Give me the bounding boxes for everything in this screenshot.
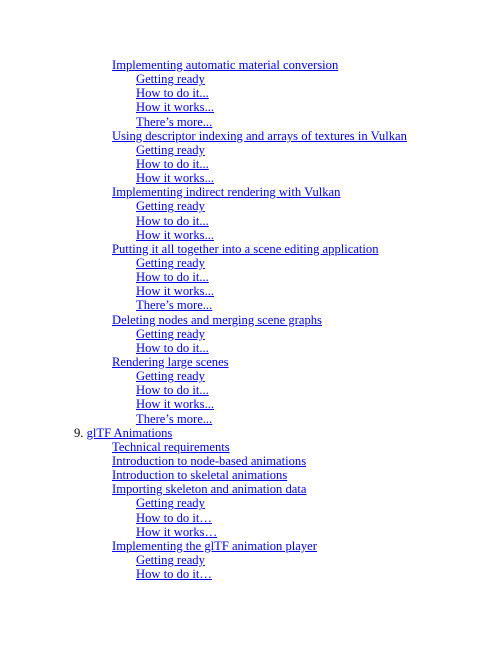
toc-subsection-entry — [0, 327, 500, 341]
toc-link[interactable]: How to do it... — [136, 383, 209, 398]
toc-subsection-entry — [0, 397, 500, 411]
toc-subsection-entry — [0, 525, 500, 539]
toc-section-entry — [0, 468, 500, 482]
toc-subsection-entry — [0, 115, 500, 129]
toc-link[interactable]: Getting ready — [136, 326, 205, 341]
toc-subsection-entry — [0, 72, 500, 86]
toc-link[interactable]: Introduction to skeletal animations — [112, 468, 288, 483]
toc-link[interactable]: Getting ready — [136, 255, 205, 270]
toc-chapter-entry — [0, 426, 500, 440]
toc-link[interactable]: Deleting nodes and merging scene graphs — [112, 312, 322, 327]
toc-subsection-entry — [0, 270, 500, 284]
toc-section-entry — [0, 539, 500, 553]
toc-link[interactable]: There’s more... — [136, 411, 213, 426]
toc-link[interactable]: How it works... — [136, 100, 215, 115]
toc-link[interactable]: Introduction to node-based animations — [112, 453, 307, 468]
toc-section-entry — [0, 185, 500, 199]
toc-link[interactable]: Putting it all together into a scene editing application — [112, 241, 379, 256]
toc-link[interactable]: There’s more... — [136, 114, 213, 129]
table-of-contents — [0, 58, 500, 581]
toc-link[interactable]: Importing skeleton and animation data — [112, 482, 307, 497]
toc-section-entry — [0, 482, 500, 496]
toc-section-entry — [0, 58, 500, 72]
toc-subsection-entry — [0, 214, 500, 228]
toc-link[interactable]: How to do it… — [136, 510, 212, 525]
toc-subsection-entry — [0, 228, 500, 242]
toc-link[interactable]: Getting ready — [136, 142, 205, 157]
toc-link[interactable]: How to do it... — [136, 213, 209, 228]
toc-subsection-entry — [0, 369, 500, 383]
toc-subsection-entry — [0, 553, 500, 567]
toc-link[interactable]: Implementing indirect rendering with Vulkan — [112, 185, 341, 200]
toc-link[interactable]: How it works... — [136, 284, 215, 299]
toc-subsection-entry — [0, 298, 500, 312]
toc-link[interactable]: Getting ready — [136, 496, 205, 511]
toc-subsection-entry — [0, 383, 500, 397]
toc-link[interactable]: How it works... — [136, 227, 215, 242]
toc-section-entry — [0, 440, 500, 454]
toc-link[interactable]: Technical requirements — [112, 439, 230, 454]
toc-link[interactable]: How to do it... — [136, 156, 209, 171]
toc-link[interactable]: How to do it... — [136, 86, 209, 101]
toc-section-entry — [0, 313, 500, 327]
toc-link[interactable]: Getting ready — [136, 552, 205, 567]
toc-subsection-entry — [0, 199, 500, 213]
toc-link[interactable]: How it works... — [136, 171, 215, 186]
toc-link[interactable]: How to do it... — [136, 270, 209, 285]
toc-link[interactable]: glTF Animations — [86, 425, 173, 440]
toc-subsection-entry — [0, 496, 500, 510]
toc-link[interactable]: There’s more... — [136, 298, 213, 313]
toc-subsection-entry — [0, 412, 500, 426]
toc-subsection-entry — [0, 511, 500, 525]
toc-link[interactable]: Implementing automatic material conversion — [112, 58, 339, 72]
toc-link[interactable]: Getting ready — [136, 369, 205, 384]
toc-subsection-entry — [0, 567, 500, 581]
toc-link[interactable]: Using descriptor indexing and arrays of textures in Vulkan — [112, 128, 407, 143]
toc-section-entry — [0, 242, 500, 256]
toc-section-entry — [0, 454, 500, 468]
toc-subsection-entry — [0, 157, 500, 171]
toc-section-entry — [0, 355, 500, 369]
toc-subsection-entry — [0, 86, 500, 100]
toc-chapter-number: 9. — [74, 425, 87, 440]
toc-link[interactable]: How it works… — [136, 524, 218, 539]
toc-link[interactable]: Implementing the glTF animation player — [112, 538, 317, 553]
toc-subsection-entry — [0, 171, 500, 185]
toc-link[interactable]: How to do it… — [136, 567, 212, 582]
toc-subsection-entry — [0, 256, 500, 270]
toc-subsection-entry — [0, 143, 500, 157]
toc-link[interactable]: Getting ready — [136, 199, 205, 214]
toc-link[interactable]: How it works... — [136, 397, 215, 412]
toc-subsection-entry — [0, 341, 500, 355]
toc-subsection-entry — [0, 100, 500, 114]
toc-link[interactable]: How to do it... — [136, 340, 209, 355]
toc-section-entry — [0, 129, 500, 143]
toc-link[interactable]: Rendering large scenes — [112, 354, 229, 369]
toc-subsection-entry — [0, 284, 500, 298]
toc-link[interactable]: Getting ready — [136, 72, 205, 87]
